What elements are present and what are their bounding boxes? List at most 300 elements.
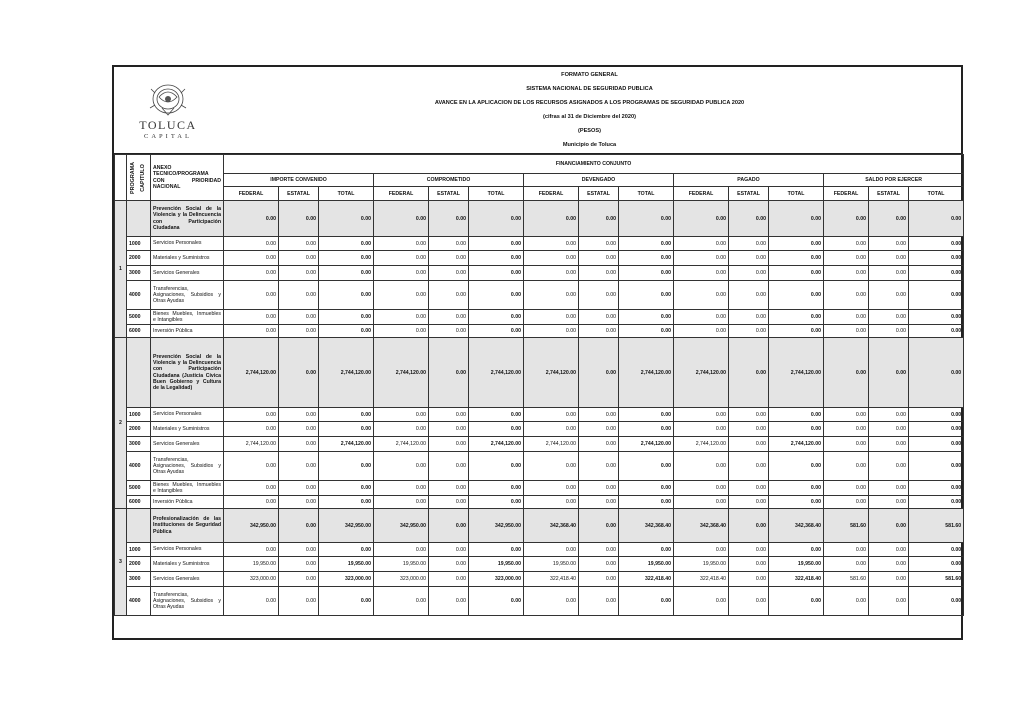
amount-cell: 0.00 [524, 201, 579, 237]
amount-cell: 0.00 [729, 408, 769, 422]
amount-cell: 0.00 [769, 251, 824, 266]
concept-cell: Servicios Personales [151, 543, 224, 557]
amount-cell: 19,950.00 [674, 557, 729, 572]
amount-cell: 0.00 [279, 266, 319, 281]
amount-cell: 0.00 [769, 543, 824, 557]
amount-cell: 0.00 [579, 237, 619, 251]
amount-cell: 0.00 [619, 266, 674, 281]
amount-cell: 0.00 [729, 452, 769, 481]
sub-header: ESTATAL [279, 187, 319, 201]
amount-cell: 0.00 [579, 325, 619, 338]
capitulo-code: 5000 [127, 481, 151, 496]
amount-cell: 0.00 [279, 237, 319, 251]
concept-cell: Inversión Pública [151, 325, 224, 338]
amount-cell: 0.00 [374, 452, 429, 481]
sub-header: ESTATAL [579, 187, 619, 201]
amount-cell: 0.00 [429, 237, 469, 251]
amount-cell: 0.00 [579, 281, 619, 310]
amount-cell: 0.00 [729, 543, 769, 557]
amount-cell: 0.00 [824, 481, 869, 496]
amount-cell: 0.00 [619, 481, 674, 496]
programa-header-label: PROGRAMA [130, 161, 137, 194]
svg-text:TOLUCA: TOLUCA [139, 118, 197, 132]
program-number: 1 [115, 201, 127, 338]
amount-cell: 0.00 [429, 572, 469, 587]
amount-cell: 0.00 [619, 543, 674, 557]
amount-cell: 0.00 [579, 437, 619, 452]
concept-cell: Bienes Muebles, Inmuebles e Intangibles [151, 481, 224, 496]
amount-cell: 0.00 [729, 251, 769, 266]
amount-cell: 0.00 [674, 310, 729, 325]
amount-cell: 2,744,120.00 [224, 338, 279, 408]
amount-cell: 0.00 [279, 572, 319, 587]
amount-cell: 0.00 [909, 408, 964, 422]
amount-cell: 2,744,120.00 [524, 437, 579, 452]
sub-header: FEDERAL [824, 187, 869, 201]
amount-cell: 0.00 [909, 481, 964, 496]
program-concept: Profesionalización de las Instituciones de Seguridad Pública [151, 509, 224, 543]
amount-cell: 19,950.00 [769, 557, 824, 572]
header-row [115, 155, 964, 174]
capitulo-code: 2000 [127, 422, 151, 437]
amount-cell: 2,744,120.00 [374, 338, 429, 408]
amount-cell: 0.00 [224, 237, 279, 251]
amount-cell: 0.00 [909, 437, 964, 452]
amount-cell: 0.00 [824, 557, 869, 572]
amount-cell: 0.00 [869, 572, 909, 587]
amount-cell: 0.00 [674, 422, 729, 437]
amount-cell: 0.00 [374, 408, 429, 422]
amount-cell: 342,950.00 [319, 509, 374, 543]
financiamiento-header: FINANCIAMIENTO CONJUNTO [224, 155, 964, 174]
amount-cell: 0.00 [909, 325, 964, 338]
amount-cell: 0.00 [279, 251, 319, 266]
table-row [115, 543, 964, 557]
amount-cell: 0.00 [524, 325, 579, 338]
amount-cell: 0.00 [279, 281, 319, 310]
amount-cell: 0.00 [869, 557, 909, 572]
amount-cell: 0.00 [524, 496, 579, 509]
amount-cell: 0.00 [869, 201, 909, 237]
amount-cell: 2,744,120.00 [469, 338, 524, 408]
table-row [115, 310, 964, 325]
amount-cell: 0.00 [619, 422, 674, 437]
amount-cell: 0.00 [729, 509, 769, 543]
amount-cell: 0.00 [469, 408, 524, 422]
sub-header: TOTAL [619, 187, 674, 201]
amount-cell: 0.00 [579, 557, 619, 572]
amount-cell: 0.00 [769, 481, 824, 496]
amount-cell: 0.00 [579, 543, 619, 557]
amount-cell: 322,418.40 [769, 572, 824, 587]
amount-cell: 0.00 [319, 496, 374, 509]
amount-cell: 0.00 [429, 281, 469, 310]
amount-cell: 19,950.00 [374, 557, 429, 572]
amount-cell: 0.00 [319, 237, 374, 251]
amount-cell: 0.00 [319, 543, 374, 557]
amount-cell: 0.00 [524, 422, 579, 437]
table-row [115, 496, 964, 509]
amount-cell: 0.00 [824, 237, 869, 251]
amount-cell: 0.00 [674, 251, 729, 266]
program-summary-row [115, 201, 964, 237]
amount-cell: 0.00 [224, 325, 279, 338]
amount-cell: 0.00 [909, 422, 964, 437]
capitulo-code: 2000 [127, 251, 151, 266]
table-row [115, 325, 964, 338]
amount-cell: 323,000.00 [374, 572, 429, 587]
amount-cell: 0.00 [279, 496, 319, 509]
amount-cell: 0.00 [909, 281, 964, 310]
amount-cell: 0.00 [674, 452, 729, 481]
amount-cell: 19,950.00 [319, 557, 374, 572]
sub-header: ESTATAL [429, 187, 469, 201]
amount-cell: 0.00 [769, 325, 824, 338]
amount-cell: 0.00 [824, 266, 869, 281]
concept-cell: Materiales y Suministros [151, 251, 224, 266]
amount-cell: 0.00 [469, 310, 524, 325]
amount-cell: 0.00 [524, 587, 579, 616]
amount-cell: 0.00 [824, 587, 869, 616]
amount-cell: 0.00 [769, 422, 824, 437]
doc-title: FORMATO GENERAL [561, 72, 618, 78]
amount-cell: 0.00 [869, 587, 909, 616]
amount-cell: 0.00 [674, 201, 729, 237]
amount-cell: 0.00 [224, 452, 279, 481]
amount-cell: 0.00 [279, 201, 319, 237]
group-header: SALDO POR EJERCER [824, 174, 964, 187]
amount-cell: 2,744,120.00 [674, 338, 729, 408]
group-header: COMPROMETIDO [374, 174, 524, 187]
amount-cell: 0.00 [224, 266, 279, 281]
municipality: Municipio de Toluca [562, 142, 617, 148]
amount-cell: 0.00 [729, 266, 769, 281]
amount-cell: 2,744,120.00 [524, 338, 579, 408]
capitulo-code: 4000 [127, 452, 151, 481]
amount-cell: 0.00 [909, 557, 964, 572]
amount-cell: 342,368.40 [674, 509, 729, 543]
amount-cell: 322,418.40 [524, 572, 579, 587]
amount-cell: 0.00 [429, 496, 469, 509]
amount-cell: 0.00 [469, 496, 524, 509]
budget-table [114, 154, 964, 616]
capitulo-code: 1000 [127, 408, 151, 422]
table-row [115, 587, 964, 616]
capitulo-header-label: CAPITULO [139, 163, 146, 192]
concept-cell: Servicios Generales [151, 437, 224, 452]
report-header [114, 67, 961, 154]
amount-cell: 0.00 [729, 281, 769, 310]
amount-cell: 2,744,120.00 [674, 437, 729, 452]
amount-cell: 19,950.00 [469, 557, 524, 572]
amount-cell: 0.00 [429, 325, 469, 338]
amount-cell: 2,744,120.00 [769, 338, 824, 408]
amount-cell: 0.00 [619, 587, 674, 616]
sub-header: ESTATAL [869, 187, 909, 201]
sub-header: TOTAL [769, 187, 824, 201]
sub-header: TOTAL [469, 187, 524, 201]
amount-cell: 0.00 [824, 496, 869, 509]
amount-cell: 342,950.00 [374, 509, 429, 543]
capitulo-code: 1000 [127, 237, 151, 251]
header-row [115, 187, 964, 201]
amount-cell: 0.00 [224, 310, 279, 325]
sub-header: TOTAL [909, 187, 964, 201]
amount-cell: 2,744,120.00 [374, 437, 429, 452]
amount-cell: 0.00 [429, 452, 469, 481]
concept-cell: Materiales y Suministros [151, 422, 224, 437]
amount-cell: 0.00 [429, 251, 469, 266]
amount-cell: 0.00 [224, 543, 279, 557]
sub-header: ESTATAL [729, 187, 769, 201]
amount-cell: 0.00 [469, 266, 524, 281]
amount-cell: 0.00 [674, 543, 729, 557]
sub-header: FEDERAL [524, 187, 579, 201]
program-summary-row [115, 338, 964, 408]
amount-cell: 0.00 [824, 543, 869, 557]
amount-cell: 581.60 [909, 572, 964, 587]
report-sheet [112, 65, 963, 640]
amount-cell: 0.00 [374, 325, 429, 338]
amount-cell: 0.00 [524, 408, 579, 422]
amount-cell: 0.00 [869, 408, 909, 422]
amount-cell: 0.00 [224, 408, 279, 422]
capitulo-code: 4000 [127, 281, 151, 310]
concept-cell: Servicios Personales [151, 237, 224, 251]
program-number: 2 [115, 338, 127, 509]
amount-cell: 0.00 [769, 587, 824, 616]
amount-cell: 0.00 [674, 496, 729, 509]
amount-cell: 322,418.40 [674, 572, 729, 587]
amount-cell: 0.00 [869, 338, 909, 408]
amount-cell: 0.00 [769, 281, 824, 310]
amount-cell: 0.00 [619, 201, 674, 237]
sub-header: FEDERAL [674, 187, 729, 201]
system-title: SISTEMA NACIONAL DE SEGURIDAD PUBLICA [526, 86, 653, 92]
amount-cell: 0.00 [429, 201, 469, 237]
amount-cell: 0.00 [374, 543, 429, 557]
amount-cell: 0.00 [469, 481, 524, 496]
amount-cell: 0.00 [224, 201, 279, 237]
amount-cell: 2,744,120.00 [619, 437, 674, 452]
amount-cell: 0.00 [319, 422, 374, 437]
amount-cell: 0.00 [279, 310, 319, 325]
amount-cell: 0.00 [469, 543, 524, 557]
amount-cell: 0.00 [619, 237, 674, 251]
amount-cell: 581.60 [824, 509, 869, 543]
amount-cell: 0.00 [824, 325, 869, 338]
concept-cell: Materiales y Suministros [151, 557, 224, 572]
table-row [115, 572, 964, 587]
capitulo-code: 1000 [127, 543, 151, 557]
amount-cell: 19,950.00 [524, 557, 579, 572]
amount-cell: 581.60 [824, 572, 869, 587]
amount-cell: 0.00 [869, 543, 909, 557]
amount-cell: 19,950.00 [224, 557, 279, 572]
amount-cell: 0.00 [319, 310, 374, 325]
amount-cell: 0.00 [374, 310, 429, 325]
programa-header [115, 155, 137, 201]
amount-cell: 0.00 [469, 587, 524, 616]
report-title: AVANCE EN LA APLICACION DE LOS RECURSOS ASIGNADOS A LOS PROGRAMAS DE SEGURIDAD PUBLICA 2020 [434, 100, 745, 106]
concept-cell: Transferencias, Asignaciones, Subsidios y Otras Ayudas [151, 452, 224, 481]
amount-cell: 0.00 [319, 281, 374, 310]
table-row [115, 266, 964, 281]
amount-cell: 0.00 [279, 509, 319, 543]
group-header: PAGADO [674, 174, 824, 187]
amount-cell: 0.00 [524, 281, 579, 310]
table-row [115, 408, 964, 422]
amount-cell: 0.00 [279, 587, 319, 616]
sub-header: FEDERAL [224, 187, 279, 201]
amount-cell: 0.00 [524, 266, 579, 281]
amount-cell: 0.00 [729, 201, 769, 237]
table-row [115, 557, 964, 572]
amount-cell: 0.00 [279, 452, 319, 481]
amount-cell: 2,744,120.00 [319, 338, 374, 408]
amount-cell: 0.00 [909, 543, 964, 557]
anexo-header: ANEXO TECNICO/PROGRAMA CON PRIORIDAD NACIONAL [151, 155, 224, 201]
amount-cell: 0.00 [224, 422, 279, 437]
amount-cell: 323,000.00 [319, 572, 374, 587]
concept-cell: Bienes Muebles, Inmuebles e Intangibles [151, 310, 224, 325]
amount-cell: 0.00 [524, 237, 579, 251]
amount-cell: 0.00 [319, 201, 374, 237]
capitulo-code: 6000 [127, 325, 151, 338]
amount-cell: 0.00 [579, 587, 619, 616]
amount-cell: 0.00 [579, 338, 619, 408]
amount-cell: 0.00 [769, 237, 824, 251]
table-row [115, 452, 964, 481]
amount-cell: 0.00 [674, 237, 729, 251]
amount-cell: 0.00 [729, 237, 769, 251]
amount-cell: 0.00 [869, 422, 909, 437]
program-concept: Prevención Social de la Violencia y la Delincuencia con Participación Ciudadana [151, 201, 224, 237]
amount-cell: 0.00 [869, 251, 909, 266]
amount-cell: 19,950.00 [619, 557, 674, 572]
sub-header: FEDERAL [374, 187, 429, 201]
amount-cell: 0.00 [279, 422, 319, 437]
amount-cell: 2,744,120.00 [319, 437, 374, 452]
amount-cell: 0.00 [909, 266, 964, 281]
capitulo-cell [127, 338, 151, 408]
amount-cell: 0.00 [524, 310, 579, 325]
svg-text:CAPITAL: CAPITAL [144, 133, 192, 140]
amount-cell: 0.00 [674, 481, 729, 496]
amount-cell: 0.00 [869, 266, 909, 281]
amount-cell: 0.00 [909, 452, 964, 481]
amount-cell: 0.00 [579, 422, 619, 437]
amount-cell: 323,000.00 [469, 572, 524, 587]
amount-cell: 342,368.40 [769, 509, 824, 543]
amount-cell: 0.00 [619, 251, 674, 266]
amount-cell: 0.00 [579, 496, 619, 509]
amount-cell: 0.00 [524, 251, 579, 266]
concept-cell: Servicios Generales [151, 572, 224, 587]
amount-cell: 0.00 [579, 266, 619, 281]
table-row [115, 437, 964, 452]
amount-cell: 0.00 [469, 251, 524, 266]
amount-cell: 0.00 [619, 496, 674, 509]
concept-cell: Inversión Pública [151, 496, 224, 509]
amount-cell: 0.00 [729, 422, 769, 437]
group-header: DEVENGADO [524, 174, 674, 187]
program-number: 3 [115, 509, 127, 616]
amount-cell: 0.00 [869, 452, 909, 481]
amount-cell: 0.00 [579, 408, 619, 422]
capitulo-code: 2000 [127, 557, 151, 572]
amount-cell: 0.00 [374, 237, 429, 251]
amount-cell: 0.00 [579, 452, 619, 481]
amount-cell: 0.00 [579, 201, 619, 237]
amount-cell: 0.00 [729, 557, 769, 572]
capitulo-cell [127, 201, 151, 237]
amount-cell: 0.00 [279, 481, 319, 496]
amount-cell: 0.00 [769, 496, 824, 509]
amount-cell: 0.00 [729, 496, 769, 509]
amount-cell: 0.00 [429, 310, 469, 325]
amount-cell: 0.00 [824, 281, 869, 310]
concept-cell: Servicios Generales [151, 266, 224, 281]
amount-cell: 0.00 [769, 310, 824, 325]
amount-cell: 0.00 [579, 572, 619, 587]
amount-cell: 0.00 [374, 422, 429, 437]
amount-cell: 0.00 [319, 325, 374, 338]
amount-cell: 0.00 [909, 251, 964, 266]
amount-cell: 0.00 [524, 481, 579, 496]
amount-cell: 0.00 [869, 509, 909, 543]
amount-cell: 0.00 [674, 325, 729, 338]
capitulo-code: 6000 [127, 496, 151, 509]
group-header: IMPORTE CONVENIDO [224, 174, 374, 187]
amount-cell: 0.00 [824, 338, 869, 408]
amount-cell: 0.00 [319, 251, 374, 266]
amount-cell: 0.00 [429, 338, 469, 408]
amount-cell: 0.00 [909, 237, 964, 251]
amount-cell: 0.00 [619, 281, 674, 310]
amount-cell: 0.00 [319, 452, 374, 481]
amount-cell: 0.00 [729, 437, 769, 452]
concept-cell: Transferencias, Asignaciones, Subsidios y Otras Ayudas [151, 587, 224, 616]
amount-cell: 0.00 [909, 201, 964, 237]
amount-cell: 0.00 [824, 310, 869, 325]
amount-cell: 0.00 [374, 266, 429, 281]
amount-cell: 0.00 [429, 481, 469, 496]
amount-cell: 342,950.00 [224, 509, 279, 543]
amount-cell: 0.00 [729, 587, 769, 616]
amount-cell: 0.00 [374, 481, 429, 496]
table-row [115, 481, 964, 496]
amount-cell: 0.00 [729, 310, 769, 325]
amount-cell: 0.00 [429, 266, 469, 281]
amount-cell: 0.00 [429, 543, 469, 557]
amount-cell: 0.00 [374, 251, 429, 266]
concept-cell: Transferencias, Asignaciones, Subsidios y Otras Ayudas [151, 281, 224, 310]
table-row [115, 237, 964, 251]
amount-cell: 0.00 [729, 481, 769, 496]
amount-cell: 0.00 [909, 310, 964, 325]
amount-cell: 0.00 [674, 408, 729, 422]
amount-cell: 0.00 [674, 281, 729, 310]
amount-cell: 0.00 [619, 408, 674, 422]
amount-cell: 0.00 [469, 237, 524, 251]
capitulo-code: 3000 [127, 572, 151, 587]
amount-cell: 0.00 [579, 310, 619, 325]
amount-cell: 0.00 [374, 201, 429, 237]
amount-cell: 0.00 [869, 310, 909, 325]
amount-cell: 0.00 [869, 325, 909, 338]
amount-cell: 0.00 [374, 587, 429, 616]
